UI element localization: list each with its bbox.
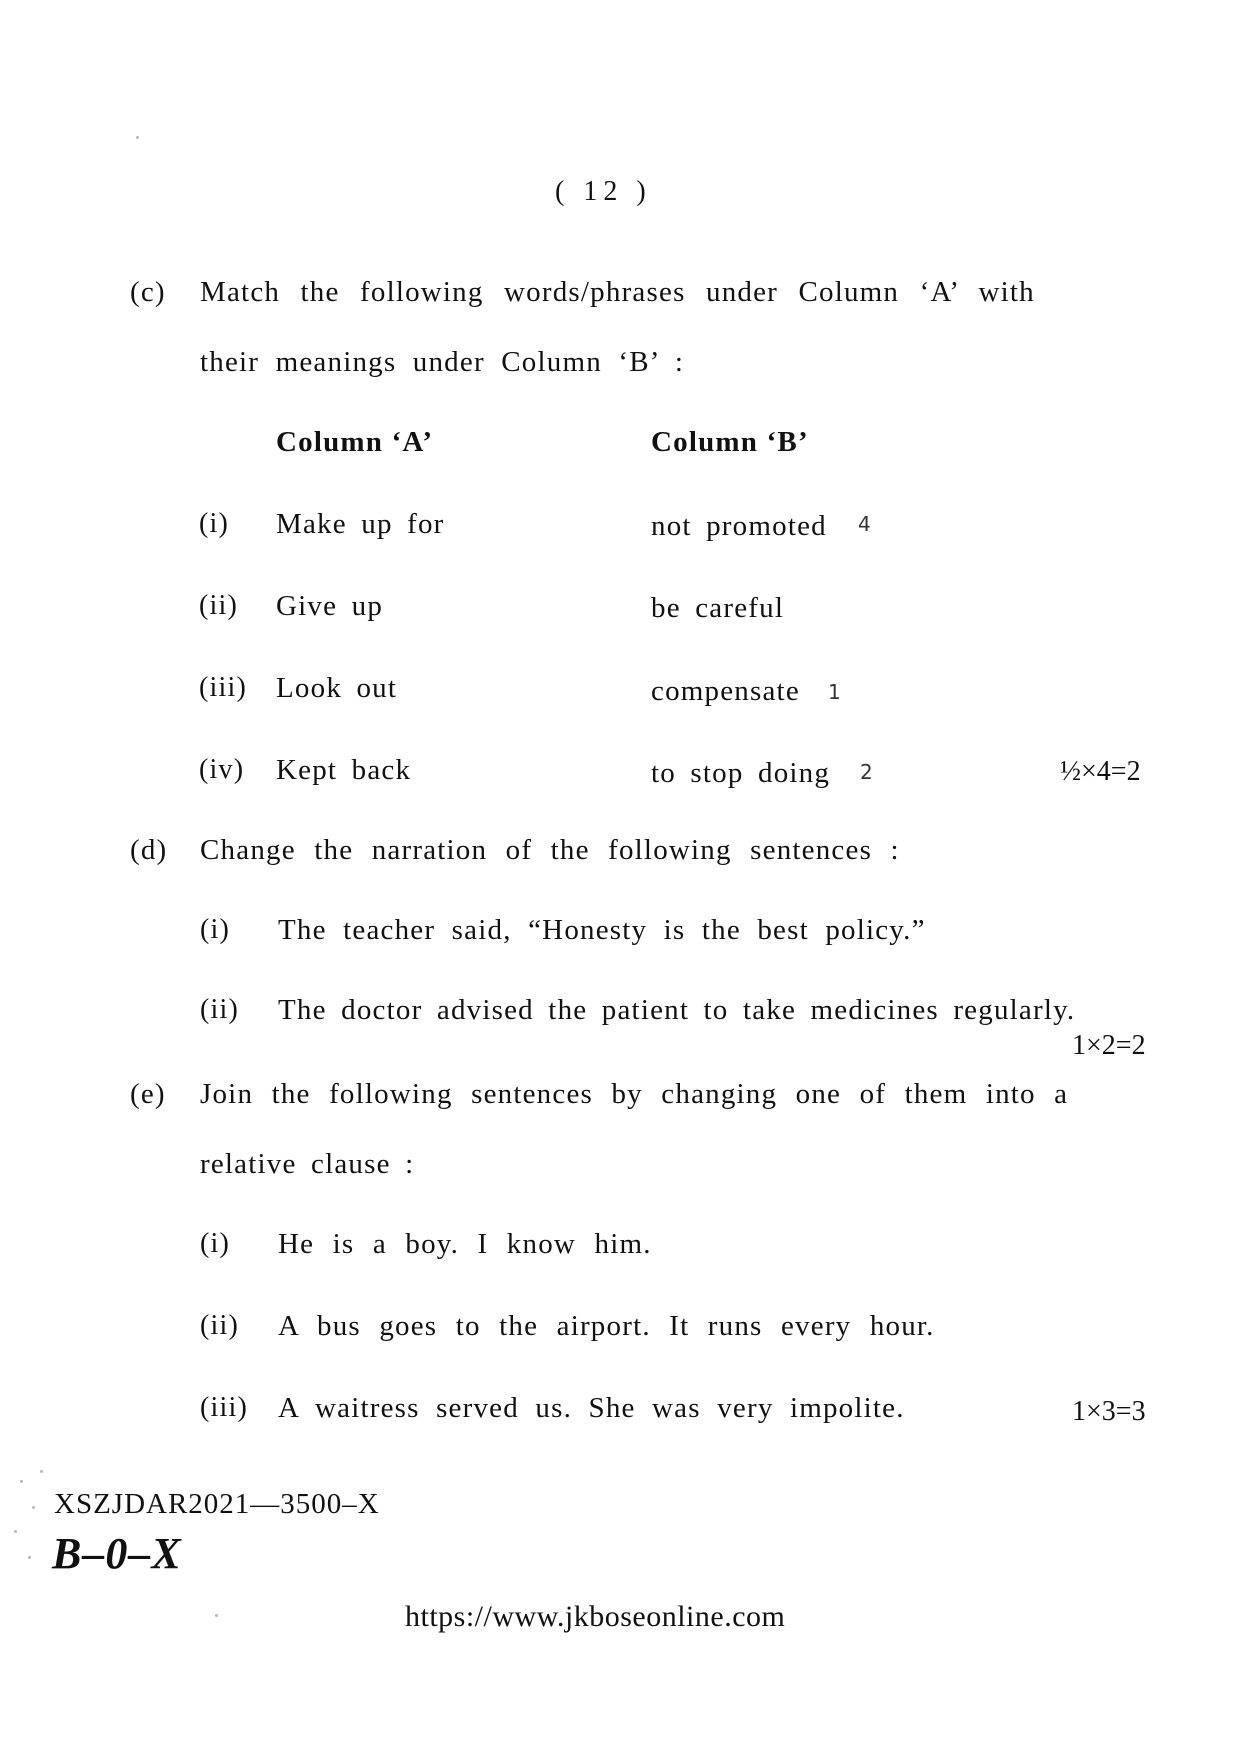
join-item-num: (iii)	[200, 1392, 248, 1423]
question-c-line1: Match the following words/phrases under Column ‘A’ with	[200, 276, 1035, 308]
scan-speck	[28, 1556, 31, 1559]
join-item-num: (i)	[200, 1228, 231, 1259]
question-c-line2: their meanings under Column ‘B’ :	[200, 346, 685, 378]
column-b-item: be careful	[651, 592, 785, 624]
page-number: ( 12 )	[555, 176, 652, 207]
column-a-item: Give up	[276, 590, 384, 622]
match-row-num: (iv)	[199, 754, 245, 785]
question-d-marks: 1×2=2	[1072, 1030, 1146, 1061]
scan-speck	[215, 1614, 218, 1617]
narration-item: The teacher said, “Honesty is the best policy.”	[278, 914, 926, 946]
match-row-num: (ii)	[199, 590, 239, 621]
handwritten-mark: 2	[860, 760, 873, 784]
question-c-marks: ½×4=2	[1060, 756, 1141, 787]
column-a-item: Kept back	[276, 754, 412, 786]
scan-speck	[136, 136, 139, 139]
column-b-item: compensate	[651, 675, 800, 707]
website-url: https://www.jkboseonline.com	[405, 1600, 786, 1633]
question-e-line2: relative clause :	[200, 1148, 415, 1180]
question-d-label: (d)	[130, 834, 168, 866]
match-row-num: (i)	[199, 508, 230, 539]
handwritten-mark: 1	[828, 680, 841, 704]
scan-speck	[20, 1480, 23, 1483]
join-item: A bus goes to the airport. It runs every hour.	[278, 1310, 935, 1342]
question-e-line1: Join the following sentences by changing one of them into a	[200, 1078, 1069, 1110]
narration-item-num: (i)	[200, 914, 231, 945]
set-code: B–0–X	[52, 1529, 182, 1578]
column-a-item: Look out	[276, 672, 398, 704]
question-e-label: (e)	[130, 1078, 166, 1110]
join-item: He is a boy. I know him.	[278, 1228, 652, 1260]
scan-speck	[32, 1506, 35, 1509]
handwritten-mark: 4	[858, 512, 871, 536]
match-row-num: (iii)	[199, 672, 247, 703]
question-c-label: (c)	[130, 276, 166, 308]
column-b-item: to stop doing	[651, 757, 831, 789]
question-d-text: Change the narration of the following sentences :	[200, 834, 900, 866]
scan-speck	[14, 1530, 17, 1533]
column-b-header: Column ‘B’	[651, 426, 809, 458]
join-item: A waitress served us. She was very impolite.	[278, 1392, 905, 1424]
paper-code: XSZJDAR2021—3500–X	[54, 1488, 380, 1520]
narration-item-num: (ii)	[200, 994, 240, 1025]
question-e-marks: 1×3=3	[1072, 1396, 1146, 1427]
column-b-item: not promoted	[651, 510, 827, 542]
join-item-num: (ii)	[200, 1310, 240, 1341]
column-a-header: Column ‘A’	[276, 426, 434, 458]
narration-item: The doctor advised the patient to take medicines regularly.	[278, 994, 1076, 1026]
column-a-item: Make up for	[276, 508, 445, 540]
scan-speck	[40, 1470, 43, 1473]
